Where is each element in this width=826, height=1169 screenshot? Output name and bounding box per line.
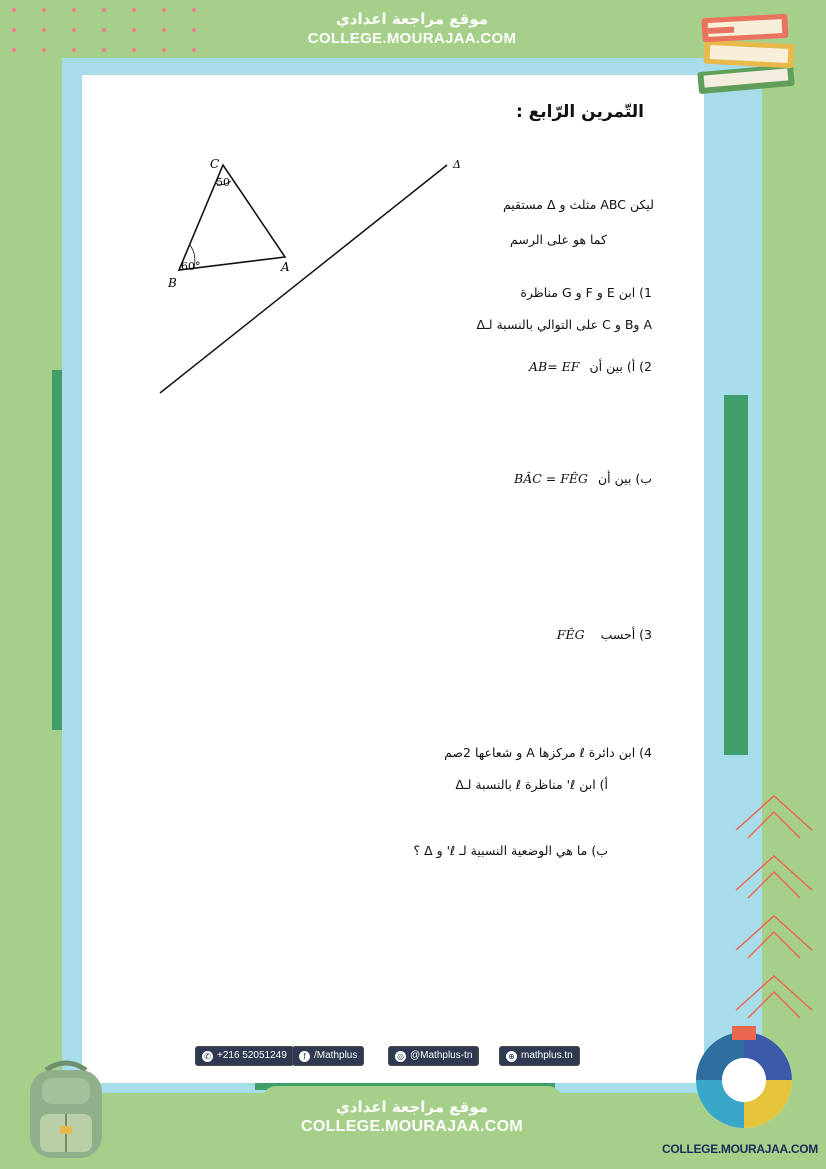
chevron-up-icons: [730, 790, 820, 1040]
question-2a-text: 2) أ) بين أن: [589, 359, 652, 374]
intro-line-2: كما هو على الرسم: [510, 232, 607, 247]
question-3: [557, 627, 652, 642]
whatsapp-icon: ✆: [202, 1051, 213, 1062]
top-banner: [262, 0, 562, 58]
exercise-content: [82, 75, 704, 1083]
top-banner-url[interactable]: COLLEGE.MOURAJAA.COM: [307, 30, 517, 47]
facebook-icon: f: [299, 1051, 310, 1062]
question-2b: [514, 471, 652, 486]
backpack-icon: [16, 1056, 116, 1166]
question-2a: [529, 359, 652, 374]
question-2b-text: ب) بين أن: [597, 471, 652, 486]
site-logo-text[interactable]: COLLEGE.MOURAJAA.COM: [662, 1142, 819, 1156]
footer-phone-text: +216 52051249: [217, 1050, 287, 1061]
bottom-banner: [262, 1086, 562, 1169]
angle-C: 50: [216, 176, 230, 189]
books-icon: [694, 12, 804, 98]
footer-website-text: mathplus.tn: [521, 1050, 573, 1061]
intro-line-1: ليكن ABC مثلث و Δ مستقيم: [502, 197, 654, 212]
footer-facebook-text: /Mathplus: [314, 1050, 358, 1061]
footer-phone: [195, 1046, 294, 1066]
question-3-math: FÊG: [556, 627, 585, 642]
footer-website[interactable]: [499, 1046, 580, 1066]
green-accent-right: [724, 395, 748, 755]
question-1b: A وB و C على التوالي بالنسبة لـΔ: [476, 317, 652, 332]
question-4a: 4) ابن دائرة ℓ مركزها A و شعاعها 2صم: [444, 745, 652, 760]
exercise-title: التّمرين الرّابع :: [515, 102, 644, 122]
site-logo-icon: [694, 1022, 794, 1140]
footer-instagram-text: @Mathplus-tn: [410, 1050, 473, 1061]
footer-facebook[interactable]: [292, 1046, 364, 1066]
question-1a: 1) ابن E و F و G مناظرة: [520, 285, 652, 300]
question-4c: ب) ما هي الوضعية النسبية لـ ℓ' و Δ ؟: [413, 843, 608, 858]
bottom-banner-arabic: موقع مراجعة اعدادي: [336, 1098, 488, 1116]
question-2a-math: AB= EF: [529, 359, 580, 374]
bottom-banner-url[interactable]: COLLEGE.MOURAJAA.COM: [301, 1118, 523, 1135]
question-4b: أ) ابن ℓ' مناظرة ℓ بالنسبة لـΔ: [455, 777, 608, 792]
top-banner-arabic: موقع مراجعة اعدادي: [336, 10, 488, 28]
question-2b-math: BÂC = FÊG: [514, 471, 588, 486]
angle-B: 60°: [181, 260, 201, 273]
label-B: B: [168, 276, 177, 290]
instagram-icon: ◎: [395, 1051, 406, 1062]
label-delta: Δ: [453, 158, 461, 171]
label-C: C: [210, 157, 220, 171]
globe-icon: ⊕: [506, 1051, 517, 1062]
footer-instagram[interactable]: [388, 1046, 479, 1066]
question-3-text: 3) أحسب: [600, 627, 652, 642]
label-A: A: [281, 260, 290, 274]
